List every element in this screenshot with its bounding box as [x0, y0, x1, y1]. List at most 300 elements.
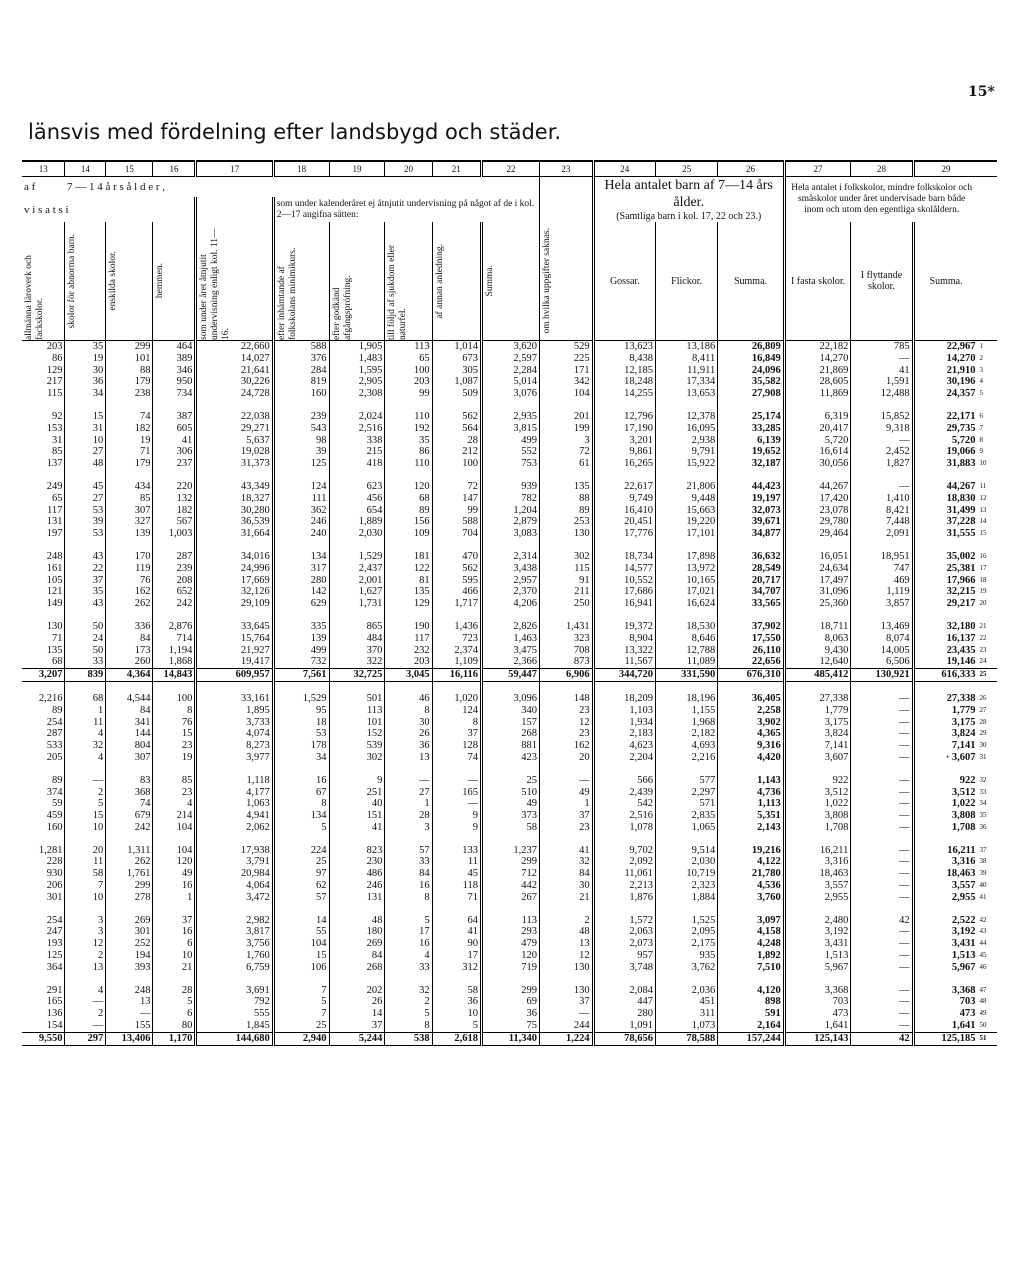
line-number: 21 [979, 621, 987, 630]
table-cell: 13 [385, 752, 432, 764]
table-cell: 32,187 [718, 458, 785, 470]
table-cell: 106 [273, 962, 329, 974]
table-cell: 13,322 [593, 645, 655, 657]
table-cell: 43,349 [196, 481, 273, 493]
table-cell: 18,463 [913, 868, 977, 880]
table-cell: 510 [482, 787, 540, 799]
table-cell: 1,934 [593, 717, 655, 729]
table-cell: 459 [46, 810, 63, 822]
table-cell: 12,185 [593, 365, 655, 377]
table-cell: 2,439 [593, 787, 655, 799]
table-cell: 922 [784, 775, 851, 787]
table-cell: 76 [106, 575, 153, 587]
table-cell: 17,101 [655, 528, 717, 540]
table-cell: 192 [385, 423, 432, 435]
table-cell: 2,284 [482, 365, 540, 377]
table-cell: 15,663 [655, 505, 717, 517]
table-cell: 13,406 [106, 1032, 153, 1045]
table-cell: 36,539 [196, 516, 273, 528]
table-cell: 190 [385, 621, 432, 633]
table-cell: 16,095 [655, 423, 717, 435]
table-cell: 1,483 [329, 353, 385, 365]
table-cell: 1,087 [432, 376, 481, 388]
table-cell: 26,110 [718, 645, 785, 657]
table-cell: 254 [46, 914, 63, 926]
table-cell: 41 [851, 365, 913, 377]
table-cell: — [851, 950, 913, 962]
table-cell: — [851, 962, 913, 974]
table-cell: 2,826 [482, 621, 540, 633]
table-cell: 208 [153, 575, 196, 587]
table-cell: 53 [65, 505, 106, 517]
table-cell: 21,927 [196, 645, 273, 657]
table-cell: 17,190 [593, 423, 655, 435]
table-cell: 2,183 [593, 728, 655, 740]
table-cell: 11,911 [655, 365, 717, 377]
table-cell: 6,506 [851, 656, 913, 668]
table-cell: 1,641 [913, 1020, 977, 1032]
table-cell: 128 [432, 740, 481, 752]
table-cell: 485,412 [784, 669, 851, 682]
table-cell: 120 [153, 856, 196, 868]
table-cell: 42 [851, 915, 913, 927]
table-cell: 12 [65, 938, 106, 950]
table-cell: 181 [385, 551, 432, 563]
table-cell: 25,381 [913, 563, 977, 575]
table-cell: — [851, 822, 913, 834]
table-cell: 21,641 [196, 365, 273, 377]
table-cell: 24,096 [718, 365, 785, 377]
table-cell: 74 [106, 798, 153, 810]
table-cell: 44,267 [913, 481, 977, 493]
colnum-24: 24 [593, 161, 655, 177]
table-cell: 29,780 [784, 516, 851, 528]
column-label-row [22, 222, 997, 341]
table-cell: 1,525 [655, 915, 717, 927]
table-cell: 151 [329, 810, 385, 822]
line-number: 22 [979, 633, 987, 642]
table-cell: 11,089 [655, 656, 717, 668]
table-cell: 224 [273, 845, 329, 857]
table-cell: 6,319 [784, 411, 851, 423]
table-cell: 8,421 [851, 505, 913, 517]
col-17-label: som under året åtnjutit undervisning enligt kol. 11—16. [199, 228, 232, 340]
table-cell: 373 [482, 810, 540, 822]
table-cell: 4,544 [106, 693, 153, 705]
table-cell: 287 [153, 551, 196, 563]
table-cell: 3,748 [593, 962, 655, 974]
table-cell: 2,374 [432, 645, 481, 657]
table-cell: 132 [153, 493, 196, 505]
spacer-row [22, 610, 997, 621]
table-cell: 89 [51, 704, 63, 716]
table-cell: 1,889 [329, 516, 385, 528]
table-cell: 239 [153, 563, 196, 575]
table-cell: 555 [196, 1008, 273, 1020]
group-label-age: 7 — 1 4 å r s å l d e r , [66, 181, 165, 194]
table-cell: 262 [106, 598, 153, 610]
table-cell: 2,370 [482, 586, 540, 598]
table-cell: 19,220 [655, 516, 717, 528]
table-cell: 3,472 [196, 892, 273, 904]
table-cell: 3,431 [784, 938, 851, 950]
table-cell: 9,316 [718, 740, 785, 752]
table-cell: 719 [482, 962, 540, 974]
table-cell: 34,707 [718, 586, 785, 598]
table-cell: 1,892 [718, 950, 785, 962]
col-16-label: hemmen. [155, 263, 166, 299]
table-cell: 299 [106, 341, 153, 353]
table-cell: 135 [385, 586, 432, 598]
line-number: 9 [979, 447, 984, 456]
table-cell: 2,618 [432, 1032, 481, 1045]
table-cell: 499 [482, 435, 540, 447]
line-number: 37 [979, 845, 987, 854]
table-cell: 32,215 [913, 586, 977, 598]
table-cell: 100 [432, 458, 481, 470]
table-cell: 577 [655, 775, 717, 787]
table-cell: 134 [273, 810, 329, 822]
table-cell: 14,005 [851, 645, 913, 657]
table-cell: 78,656 [593, 1032, 655, 1045]
table-cell: 23 [153, 740, 196, 752]
table-cell: 89 [539, 505, 593, 517]
line-number: 24 [979, 657, 987, 666]
table-cell: 819 [273, 376, 329, 388]
colnum-20: 20 [385, 161, 432, 177]
table-cell: 20,417 [784, 423, 851, 435]
table-cell: 165 [432, 787, 481, 799]
table-cell: 2,258 [718, 705, 785, 717]
line-number: 41 [979, 892, 987, 901]
table-cell: — [851, 1020, 913, 1032]
table-cell: 16 [273, 775, 329, 787]
table-cell: 1,091 [593, 1020, 655, 1032]
table-cell: 10 [65, 435, 106, 447]
table-cell: 484 [329, 633, 385, 645]
table-cell: 88 [539, 493, 593, 505]
line-number: 43 [979, 927, 987, 936]
table-cell: 338 [329, 435, 385, 447]
table-row [22, 822, 997, 834]
table-cell: 3,791 [196, 856, 273, 868]
table-cell: 2,323 [655, 880, 717, 892]
table-cell: 939 [482, 481, 540, 493]
table-cell: 147 [432, 493, 481, 505]
table-cell: 3,756 [196, 938, 273, 950]
table-row [22, 950, 997, 962]
table-row [22, 705, 997, 717]
table-cell: 5,244 [329, 1032, 385, 1045]
table-cell: 571 [655, 798, 717, 810]
table-cell: 16,116 [432, 669, 481, 682]
table-cell: 1 [65, 705, 106, 717]
table-cell: 2,516 [329, 423, 385, 435]
table-cell: 2,522 [913, 915, 977, 927]
table-cell: 203 [385, 656, 432, 668]
line-number: 29 [979, 729, 987, 738]
table-cell: 23 [153, 787, 196, 799]
line-number: 33 [979, 787, 987, 796]
table-cell: 9,749 [593, 493, 655, 505]
table-cell: 225 [539, 353, 593, 365]
table-cell: 18,830 [913, 493, 977, 505]
colnum-19: 19 [329, 161, 385, 177]
col-26-label: Summa. [718, 222, 785, 341]
table-cell: 307 [106, 505, 153, 517]
table-cell: 142 [273, 586, 329, 598]
table-cell: 1,895 [196, 705, 273, 717]
table-cell: 501 [329, 693, 385, 705]
page-title: länsvis med fördelning efter landsbygd och städer. [28, 120, 562, 144]
table-cell: 2,955 [784, 892, 851, 904]
table-row [22, 752, 997, 764]
table-cell: 1,003 [153, 528, 196, 540]
table-cell: 311 [655, 1008, 717, 1020]
table-cell: 8 [153, 705, 196, 717]
line-number: 6 [979, 411, 984, 420]
table-cell: — [385, 775, 432, 787]
table-cell: 80 [153, 1020, 196, 1032]
line-number: 11 [979, 481, 987, 490]
col-19-label: efter godkänd afgångspröfning. [331, 275, 353, 340]
table-cell: 27,338 [784, 693, 851, 705]
table-cell: 32,073 [718, 505, 785, 517]
table-cell: 27,338 [913, 693, 977, 705]
table-cell: 269 [329, 938, 385, 950]
table-cell: 4,364 [106, 669, 153, 682]
table-cell: 14,027 [196, 353, 273, 365]
table-cell: 49 [153, 868, 196, 880]
table-cell: 9,514 [655, 845, 717, 857]
table-cell: 68 [385, 493, 432, 505]
table-cell: 785 [851, 341, 913, 353]
table-cell: 250 [539, 598, 593, 610]
table-cell: 652 [153, 586, 196, 598]
page-number: 15* [968, 84, 995, 100]
table-cell: 335 [273, 621, 329, 633]
table-row [22, 1020, 997, 1032]
table-cell: 3,083 [482, 528, 540, 540]
table-cell: 393 [106, 962, 153, 974]
table-cell: 1,155 [655, 705, 717, 717]
table-cell: 35,002 [913, 551, 977, 563]
line-number: 44 [979, 939, 987, 948]
table-cell: 244 [539, 1020, 593, 1032]
table-cell: 8 [432, 717, 481, 729]
table-cell: 268 [482, 728, 540, 740]
table-cell: 370 [329, 645, 385, 657]
table-row [22, 787, 997, 799]
table-cell: 41 [539, 845, 593, 857]
table-cell: 434 [106, 481, 153, 493]
table-cell: 301 [106, 926, 153, 938]
table-cell: 3,368 [913, 985, 977, 997]
table-cell: 100 [385, 365, 432, 377]
table-cell: 2,314 [482, 551, 540, 563]
table-cell: 173 [106, 645, 153, 657]
table-cell: 1,779 [913, 705, 977, 717]
table-cell: — [851, 880, 913, 892]
table-cell: 1,020 [432, 693, 481, 705]
table-cell: 17 [432, 950, 481, 962]
table-cell: 86 [385, 446, 432, 458]
line-number: 7 [979, 423, 984, 432]
table-cell: 49 [539, 787, 593, 799]
table-cell: 20,984 [196, 868, 273, 880]
table-cell: 19,028 [196, 446, 273, 458]
table-cell: 3,316 [913, 856, 977, 868]
table-cell: — [851, 435, 913, 447]
table-cell: 616,333 [913, 669, 977, 682]
table-cell: 1,143 [718, 775, 785, 787]
table-cell: 28 [432, 435, 481, 447]
table-cell: 792 [196, 996, 273, 1008]
line-number: 32 [979, 775, 987, 784]
table-cell: 260 [106, 656, 153, 668]
table-cell: 3,557 [784, 880, 851, 892]
table-cell: 18,463 [784, 868, 851, 880]
table-cell: 71 [51, 632, 63, 644]
line-number: 10 [979, 459, 987, 468]
table-cell: 8,273 [196, 740, 273, 752]
table-cell: 30,056 [784, 458, 851, 470]
table-row [22, 341, 997, 353]
table-cell: 109 [385, 528, 432, 540]
table-cell: 2,308 [329, 388, 385, 400]
table-cell: 950 [153, 376, 196, 388]
table-cell: 3,977 [196, 752, 273, 764]
table-cell: 280 [593, 1008, 655, 1020]
table-cell: 1,237 [482, 845, 540, 857]
table-cell: 22,656 [718, 656, 785, 668]
table-cell: 12,796 [593, 411, 655, 423]
table-cell: 676,310 [718, 669, 785, 682]
table-cell: 248 [106, 985, 153, 997]
line-number: 18 [979, 575, 987, 584]
table-cell: 9,550 [22, 1032, 65, 1045]
table-cell: 18,196 [655, 693, 717, 705]
table-cell: 703 [913, 996, 977, 1008]
table-cell: 4,248 [718, 938, 785, 950]
colnum-21: 21 [432, 161, 481, 177]
group-folkskolor: Hela antalet i folkskolor, mindre folkskolor och småskolor under året undervisade barn både inom och utom den egentliga skolåldern. [784, 177, 977, 223]
table-cell: 7 [273, 1008, 329, 1020]
table-cell: 110 [385, 458, 432, 470]
table-cell: 23 [539, 728, 593, 740]
table-cell: 89 [385, 505, 432, 517]
table-cell: 389 [153, 353, 196, 365]
table-cell: 564 [432, 423, 481, 435]
table-cell: 28 [385, 810, 432, 822]
group-label-visats: v i s a t s i [24, 203, 69, 216]
table-cell: 18,248 [593, 376, 655, 388]
col-29-label: Summa. [913, 222, 977, 341]
table-cell: 13,186 [655, 341, 717, 353]
line-number: 26 [979, 693, 987, 702]
table-cell: 1 [153, 892, 196, 904]
table-row [22, 1008, 997, 1020]
table-cell: 2,030 [655, 856, 717, 868]
table-cell: 301 [46, 891, 63, 903]
table-cell: 117 [385, 633, 432, 645]
table-cell: 566 [593, 775, 655, 787]
table-cell: 5,351 [718, 810, 785, 822]
table-cell: 83 [106, 775, 153, 787]
table-cell: 2,062 [196, 822, 273, 834]
table-cell: 44,423 [718, 481, 785, 493]
table-cell: 203 [46, 341, 63, 352]
table-cell: 331,590 [655, 669, 717, 682]
table-cell: 37 [432, 728, 481, 740]
table-cell: 2,366 [482, 656, 540, 668]
table-cell: 14,270 [784, 353, 851, 365]
table-cell: 156 [385, 516, 432, 528]
col-25-label: Flickor. [655, 222, 717, 341]
group-label-af: a f [24, 181, 36, 194]
table-cell: 32,180 [913, 621, 977, 633]
table-cell: 105 [46, 574, 63, 586]
table-cell: 3,045 [385, 669, 432, 682]
table-row [22, 728, 997, 740]
table-row [22, 353, 997, 365]
table-cell: — [851, 353, 913, 365]
table-cell: — [851, 752, 913, 764]
table-cell: 27 [65, 446, 106, 458]
table-cell: 144,680 [196, 1032, 273, 1045]
table-cell: 486 [329, 868, 385, 880]
table-cell: 442 [482, 880, 540, 892]
table-cell: 130,921 [851, 669, 913, 682]
table-cell: 19 [65, 353, 106, 365]
table-row [22, 845, 997, 857]
table-cell: 5,720 [784, 435, 851, 447]
table-cell: 2,982 [196, 915, 273, 927]
table-cell: 113 [329, 705, 385, 717]
table-cell: 39,671 [718, 516, 785, 528]
table-cell: 3,512 [913, 787, 977, 799]
table-cell: 2,437 [329, 563, 385, 575]
table-cell: 16,051 [784, 551, 851, 563]
table-cell: 7,510 [718, 962, 785, 974]
table-row [22, 962, 997, 974]
line-number: 38 [979, 857, 987, 866]
table-cell: 41 [153, 435, 196, 447]
table-cell: 35,582 [718, 376, 785, 388]
table-cell: 36 [65, 376, 106, 388]
table-cell: 33 [385, 856, 432, 868]
table-cell: 368 [106, 787, 153, 799]
table-cell: 341 [106, 717, 153, 729]
table-cell: 2,216 [655, 752, 717, 764]
table-cell: 1,779 [784, 705, 851, 717]
table-row [22, 563, 997, 575]
table-cell: 1,513 [784, 950, 851, 962]
table-cell: 53 [65, 528, 106, 540]
table-cell: 238 [106, 388, 153, 400]
table-cell: 8,438 [593, 353, 655, 365]
table-row [22, 656, 997, 668]
table-cell: 37,902 [718, 621, 785, 633]
table-cell: 16 [385, 938, 432, 950]
table-cell: 29,735 [913, 423, 977, 435]
table-cell: 11 [65, 717, 106, 729]
table-cell: 37 [539, 810, 593, 822]
table-cell: 509 [432, 388, 481, 400]
table-cell: 13 [106, 996, 153, 1008]
table-cell: 84 [539, 868, 593, 880]
table-cell: 5 [385, 1008, 432, 1020]
